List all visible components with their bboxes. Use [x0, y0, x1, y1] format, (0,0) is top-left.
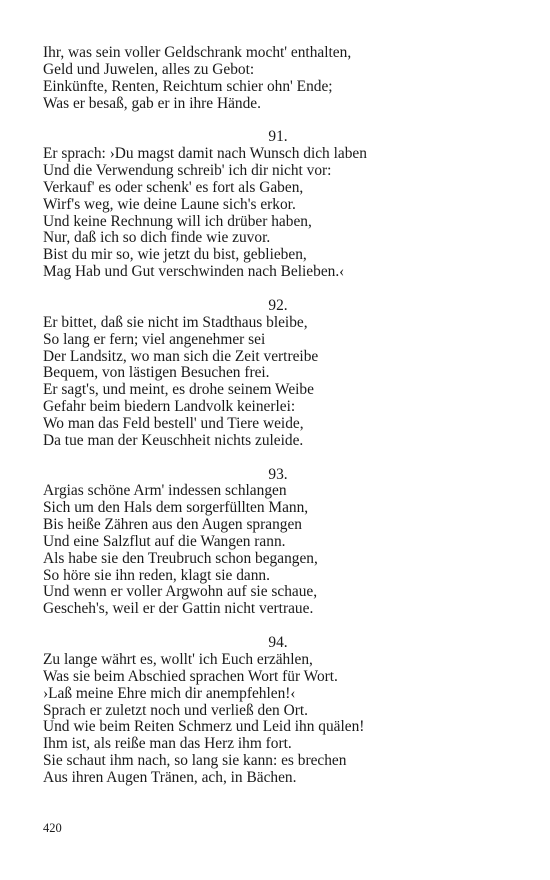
- verse-line: Was sie beim Abschied sprachen Wort für Wort.: [43, 667, 338, 685]
- verse-line: Und eine Salzflut auf die Wangen rann.: [43, 532, 286, 550]
- verse-line: Nur, daß ich so dich finde wie zuvor.: [43, 229, 271, 247]
- verse-line: ›Laß meine Ehre mich dir anempfehlen!‹: [43, 684, 296, 702]
- stanza-number: 92.: [268, 296, 288, 314]
- verse-line: Sich um den Hals dem sorgerfüllten Mann,: [43, 499, 309, 517]
- stanza: [43, 129, 513, 281]
- verse-line: Geld und Juwelen, alles zu Gebot:: [43, 60, 255, 78]
- verse-line: Wirf's weg, wie deine Laune sich's erkor.: [43, 195, 296, 213]
- verse-line: Und die Verwendung schreib' ich dir nicht vor:: [43, 162, 332, 180]
- verse-line: Ihr, was sein voller Geldschrank mocht' enthalten,: [43, 44, 352, 61]
- verse-line: Gefahr beim biedern Landvolk keinerlei:: [43, 398, 296, 416]
- verse-line: Er sagt's, und meint, es drohe seinem Weibe: [43, 381, 314, 399]
- verse-line: Sie schaut ihm nach, so lang sie kann: es brechen: [43, 752, 347, 770]
- verse-line: Und keine Rechnung will ich drüber haben,: [43, 212, 312, 230]
- verse-line: Da tue man der Keuschheit nichts zuleide.: [43, 431, 304, 449]
- stanza-number: 91.: [268, 128, 288, 146]
- stanza: [43, 635, 513, 787]
- stanza-number: 93.: [268, 465, 288, 483]
- verse-line: Er sprach: ›Du magst damit nach Wunsch dich laben: [43, 145, 367, 163]
- stanza: [43, 298, 513, 450]
- verse-line: Er bittet, daß sie nicht im Stadthaus bleibe,: [43, 313, 308, 331]
- page-number: 420: [43, 821, 62, 835]
- stanza-number: 94.: [268, 634, 288, 652]
- verse-line: Sprach er zuletzt noch und verließ den Ort.: [43, 701, 308, 719]
- verse-line: Verkauf' es oder schenk' es fort als Gaben,: [43, 178, 304, 196]
- verse-line: Und wenn er voller Argwohn auf sie schaue,: [43, 583, 318, 601]
- verse-line: Was er besaß, gab er in ihre Hände.: [43, 94, 261, 112]
- verse-line: Als habe sie den Treubruch schon begangen,: [43, 549, 318, 567]
- verse-line: Bist du mir so, wie jetzt du bist, geblieben,: [43, 246, 307, 264]
- poem-text: [43, 45, 513, 787]
- verse-line: Mag Hab und Gut verschwinden nach Belieben.‹: [43, 263, 345, 281]
- verse-line: Bequem, von lästigen Besuchen frei.: [43, 364, 270, 382]
- verse-line: So lang er fern; viel angenehmer sei: [43, 330, 266, 348]
- verse-line: So höre sie ihn reden, klagt sie dann.: [43, 566, 270, 584]
- verse-line: Und wie beim Reiten Schmerz und Leid ihn quälen!: [43, 718, 365, 736]
- verse-line: Ihm ist, als reiße man das Herz ihm fort.: [43, 735, 292, 753]
- stanza: [43, 45, 513, 112]
- verse-line: Der Landsitz, wo man sich die Zeit vertreibe: [43, 347, 319, 365]
- verse-line: Argias schöne Arm' indessen schlangen: [43, 482, 287, 500]
- verse-line: Einkünfte, Renten, Reichtum schier ohn' Ende;: [43, 77, 333, 95]
- verse-line: Zu lange währt es, wollt' ich Euch erzählen,: [43, 651, 313, 668]
- stanza: [43, 467, 513, 619]
- verse-line: Bis heiße Zähren aus den Augen sprangen: [43, 516, 303, 534]
- verse-line: Gescheh's, weil er der Gattin nicht vertraue.: [43, 600, 314, 618]
- verse-line: Wo man das Feld bestell' und Tiere weide,: [43, 414, 304, 432]
- verse-line: Aus ihren Augen Tränen, ach, in Bächen.: [43, 768, 297, 786]
